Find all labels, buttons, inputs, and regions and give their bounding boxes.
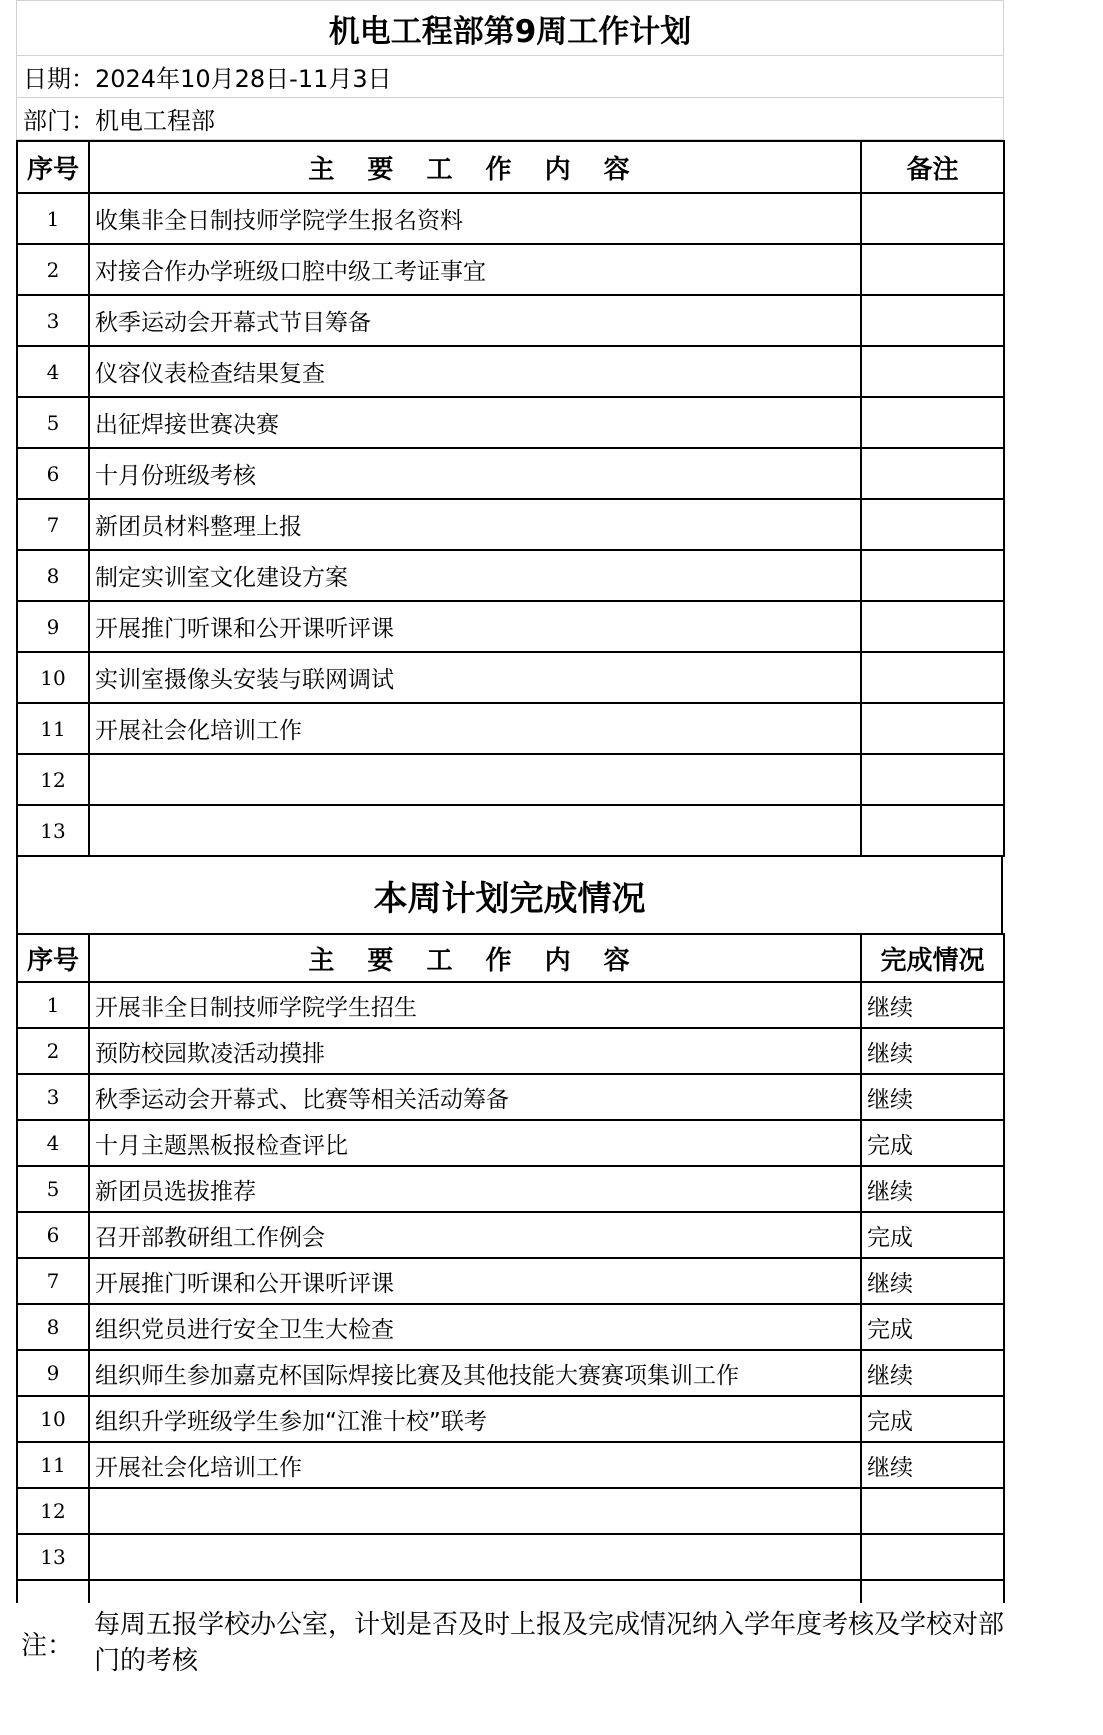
plan-row-number: 10	[17, 652, 89, 703]
completion-row-status: 继续	[861, 1442, 1004, 1488]
completion-row-content	[89, 1534, 861, 1580]
completion-row-status: 继续	[861, 1166, 1004, 1212]
completion-row-content: 开展推门听课和公开课听评课	[89, 1258, 861, 1304]
plan-row-remark	[861, 652, 1004, 703]
plan-row-number: 3	[17, 295, 89, 346]
plan-row-content: 出征焊接世赛决赛	[89, 397, 861, 448]
completion-row-content: 开展社会化培训工作	[89, 1442, 861, 1488]
gap-cell	[861, 1581, 1004, 1603]
gap-cell	[17, 1581, 89, 1603]
plan-row-number: 4	[17, 346, 89, 397]
completion-row-status: 继续	[861, 1350, 1004, 1396]
plan-row-remark	[861, 244, 1004, 295]
completion-row-status: 完成	[861, 1212, 1004, 1258]
plan-row	[17, 499, 1004, 550]
plan-row-remark	[861, 397, 1004, 448]
completion-row-number: 1	[17, 982, 89, 1028]
plan-row-number: 12	[17, 754, 89, 805]
plan-row-remark	[861, 499, 1004, 550]
completion-row	[17, 1166, 1004, 1212]
plan-row-content	[89, 805, 861, 856]
completion-row-number: 9	[17, 1350, 89, 1396]
plan-row	[17, 193, 1004, 244]
completion-row-number: 4	[17, 1120, 89, 1166]
plan-row-number: 11	[17, 703, 89, 754]
plan-header-content: 主 要 工 作 内 容	[89, 141, 861, 193]
completion-section-title-table	[16, 857, 1003, 933]
plan-row-content: 十月份班级考核	[89, 448, 861, 499]
completion-row	[17, 1350, 1004, 1396]
plan-row	[17, 754, 1004, 805]
plan-row-content: 制定实训室文化建设方案	[89, 550, 861, 601]
plan-row-remark	[861, 448, 1004, 499]
gap-cell	[89, 1581, 861, 1603]
completion-row	[17, 1258, 1004, 1304]
completion-row-status: 继续	[861, 1258, 1004, 1304]
completion-row-number: 10	[17, 1396, 89, 1442]
plan-rows	[17, 193, 1004, 856]
plan-row-number: 9	[17, 601, 89, 652]
plan-row-number: 1	[17, 193, 89, 244]
completion-row-number: 7	[17, 1258, 89, 1304]
plan-row	[17, 397, 1004, 448]
completion-row-content: 秋季运动会开幕式、比赛等相关活动筹备	[89, 1074, 861, 1120]
plan-row-number: 7	[17, 499, 89, 550]
completion-table	[16, 933, 1005, 1581]
completion-row-number: 8	[17, 1304, 89, 1350]
completion-row-number: 2	[17, 1028, 89, 1074]
completion-row-status: 完成	[861, 1396, 1004, 1442]
plan-row	[17, 652, 1004, 703]
plan-row-remark	[861, 550, 1004, 601]
plan-table	[16, 140, 1005, 857]
plan-row-content: 秋季运动会开幕式节目筹备	[89, 295, 861, 346]
header-table	[16, 0, 1004, 140]
plan-row-content: 仪容仪表检查结果复查	[89, 346, 861, 397]
plan-row-content: 收集非全日制技师学院学生报名资料	[89, 193, 861, 244]
completion-row-status: 继续	[861, 1028, 1004, 1074]
completion-row	[17, 1534, 1004, 1580]
completion-row-number: 11	[17, 1442, 89, 1488]
completion-row-status	[861, 1534, 1004, 1580]
completion-row	[17, 1488, 1004, 1534]
plan-row-remark	[861, 346, 1004, 397]
plan-row	[17, 295, 1004, 346]
completion-row	[17, 1074, 1004, 1120]
plan-row-number: 13	[17, 805, 89, 856]
plan-row	[17, 346, 1004, 397]
completion-row-number: 12	[17, 1488, 89, 1534]
note-table	[16, 1581, 1005, 1683]
completion-row-content: 开展非全日制技师学院学生招生	[89, 982, 861, 1028]
completion-row-status: 继续	[861, 982, 1004, 1028]
completion-row-content: 召开部教研组工作例会	[89, 1212, 861, 1258]
completion-row	[17, 1396, 1004, 1442]
completion-row	[17, 1304, 1004, 1350]
plan-row	[17, 703, 1004, 754]
completion-row-content	[89, 1488, 861, 1534]
plan-row-number: 5	[17, 397, 89, 448]
plan-row-content	[89, 754, 861, 805]
completion-row-status: 继续	[861, 1074, 1004, 1120]
completion-row-content: 组织升学班级学生参加“江淮十校”联考	[89, 1396, 861, 1442]
plan-row-remark	[861, 295, 1004, 346]
plan-row	[17, 550, 1004, 601]
completion-row-number: 6	[17, 1212, 89, 1258]
plan-row-content: 新团员材料整理上报	[89, 499, 861, 550]
completion-row	[17, 1028, 1004, 1074]
plan-row-remark	[861, 193, 1004, 244]
plan-row-content: 开展社会化培训工作	[89, 703, 861, 754]
work-plan-sheet	[16, 0, 1003, 1683]
plan-row-remark	[861, 805, 1004, 856]
plan-row	[17, 601, 1004, 652]
completion-rows	[17, 982, 1004, 1580]
plan-row-content: 对接合作办学班级口腔中级工考证事宜	[89, 244, 861, 295]
plan-header-no: 序号	[17, 141, 89, 193]
date-line: 日期：2024年10月28日-11月3日	[17, 56, 1004, 98]
completion-row-number: 3	[17, 1074, 89, 1120]
completion-row-number: 13	[17, 1534, 89, 1580]
completion-header-content: 主 要 工 作 内 容	[89, 934, 861, 982]
completion-row	[17, 1442, 1004, 1488]
completion-row-status: 完成	[861, 1304, 1004, 1350]
plan-row-remark	[861, 601, 1004, 652]
plan-row	[17, 244, 1004, 295]
completion-row-content: 预防校园欺凌活动摸排	[89, 1028, 861, 1074]
plan-row-number: 6	[17, 448, 89, 499]
plan-row-remark	[861, 754, 1004, 805]
completion-row-status: 完成	[861, 1120, 1004, 1166]
completion-row-content: 新团员选拔推荐	[89, 1166, 861, 1212]
completion-row	[17, 982, 1004, 1028]
completion-header-status: 完成情况	[861, 934, 1004, 982]
plan-row-remark	[861, 703, 1004, 754]
page-title: 机电工程部第9周工作计划	[17, 1, 1004, 56]
note-label: 注：	[21, 1630, 74, 1661]
completion-header-no: 序号	[17, 934, 89, 982]
plan-row-number: 2	[17, 244, 89, 295]
plan-row-number: 8	[17, 550, 89, 601]
completion-row-content: 组织师生参加嘉克杯国际焊接比赛及其他技能大赛赛项集训工作	[89, 1350, 861, 1396]
plan-row	[17, 448, 1004, 499]
completion-row-number: 5	[17, 1166, 89, 1212]
completion-row-content: 组织党员进行安全卫生大检查	[89, 1304, 861, 1350]
plan-header-remark: 备注	[861, 141, 1004, 193]
completion-row	[17, 1120, 1004, 1166]
department-line: 部门：机电工程部	[17, 98, 1004, 140]
plan-row-content: 实训室摄像头安装与联网调试	[89, 652, 861, 703]
completion-row	[17, 1212, 1004, 1258]
note-text: 每周五报学校办公室，计划是否及时上报及完成情况纳入学年度考核及学校对部门的考核	[94, 1610, 1004, 1676]
plan-row-content: 开展推门听课和公开课听评课	[89, 601, 861, 652]
completion-row-status	[861, 1488, 1004, 1534]
completion-section-title: 本周计划完成情况	[17, 857, 1002, 933]
plan-row	[17, 805, 1004, 856]
completion-row-content: 十月主题黑板报检查评比	[89, 1120, 861, 1166]
